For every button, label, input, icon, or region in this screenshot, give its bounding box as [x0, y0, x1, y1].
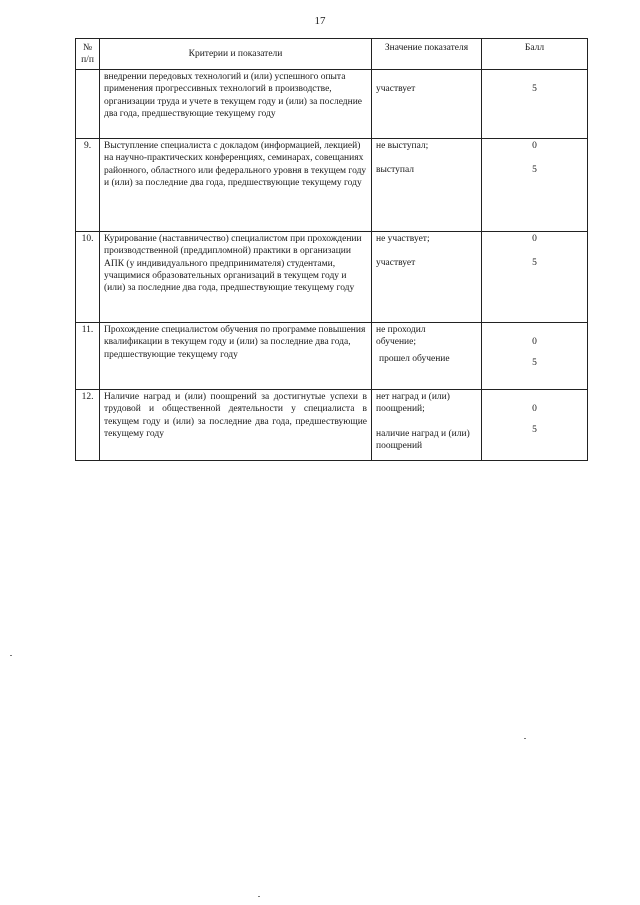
value-option: не участвует;	[376, 234, 430, 244]
header-score	[482, 39, 588, 70]
criteria-text: Выступление специалиста с докладом (информацией, лекцией) на научно-практических конференциях, семинарах, совещаниях районного, областного или федерального уровня в текущем году и (или) за последние два года, предшествующие текущему году	[100, 139, 372, 232]
header-value-text: Значение показателя	[384, 43, 469, 53]
value-cell	[372, 390, 482, 461]
table-row	[76, 139, 588, 232]
score-cell	[482, 390, 588, 461]
value-option: нет наград и (или) поощрений;	[376, 392, 450, 415]
value-option: участвует	[376, 258, 416, 269]
value-cell	[372, 70, 482, 139]
table-row	[76, 323, 588, 390]
header-criteria-text: Критерии и показатели	[188, 49, 283, 59]
row-number: 12.	[76, 390, 100, 461]
criteria-table	[75, 38, 588, 461]
score-value: 5	[532, 165, 537, 176]
criteria-text: Прохождение специалистом обучения по программе повышения квалификации в текущем году и (или) за последние два года, предшествующие текущему году	[100, 323, 372, 390]
table-header-row	[76, 39, 588, 70]
header-num-text: № п/п	[81, 43, 94, 65]
criteria-text: внедрении передовых технологий и (или) успешного опыта применения прогрессивных технологий в производстве, организации труда и учете в текущем году и (или) за последние два года, предшествующие текущему году	[100, 70, 372, 139]
value-option: прошел обучение	[379, 353, 450, 364]
score-value: 5	[532, 258, 537, 269]
score-value: 5	[532, 425, 537, 436]
table-row	[76, 70, 588, 139]
value-cell	[372, 139, 482, 232]
row-number: 9.	[76, 139, 100, 232]
score-cell	[482, 323, 588, 390]
value-option: участвует	[376, 84, 416, 94]
value-cell	[372, 323, 482, 390]
row-number	[76, 70, 100, 139]
table-row	[76, 232, 588, 323]
score-value: 0	[532, 337, 537, 347]
scan-speck	[10, 655, 12, 656]
row-number: 11.	[76, 323, 100, 390]
score-value: 5	[532, 358, 537, 369]
criteria-text: Наличие наград и (или) поощрений за достигнутые успехи в трудовой и общественной деятельности у специалиста в текущем году и (или) за последние два года, предшествующие текущему году	[100, 390, 372, 461]
score-cell	[482, 139, 588, 232]
score-value: 0	[532, 141, 537, 151]
value-option: выступал	[376, 165, 414, 176]
page-number: 17	[314, 15, 326, 27]
header-score-text: Балл	[524, 43, 545, 53]
criteria-text: Курирование (наставничество) специалистом при прохождении производственной (преддипломной) практики в организации АПК (у индивидуального предпринимателя) студентами, учащимися образовательных организаций в текущем году и (или) за последние два года, предшествующие текущему году	[100, 232, 372, 323]
table-row	[76, 390, 588, 461]
score-value: 0	[532, 234, 537, 244]
value-option: не выступал;	[376, 141, 429, 151]
score-cell	[482, 70, 588, 139]
row-number: 10.	[76, 232, 100, 323]
value-option: наличие наград и (или) поощрений	[376, 428, 470, 451]
score-value: 0	[532, 404, 537, 414]
scan-speck	[524, 738, 526, 739]
score-value: 5	[532, 84, 537, 94]
header-num	[76, 39, 100, 70]
value-option: не проходил обучение;	[376, 325, 426, 348]
header-value	[372, 39, 482, 70]
header-criteria	[100, 39, 372, 70]
score-cell	[482, 232, 588, 323]
value-cell	[372, 232, 482, 323]
scan-speck	[258, 896, 260, 897]
